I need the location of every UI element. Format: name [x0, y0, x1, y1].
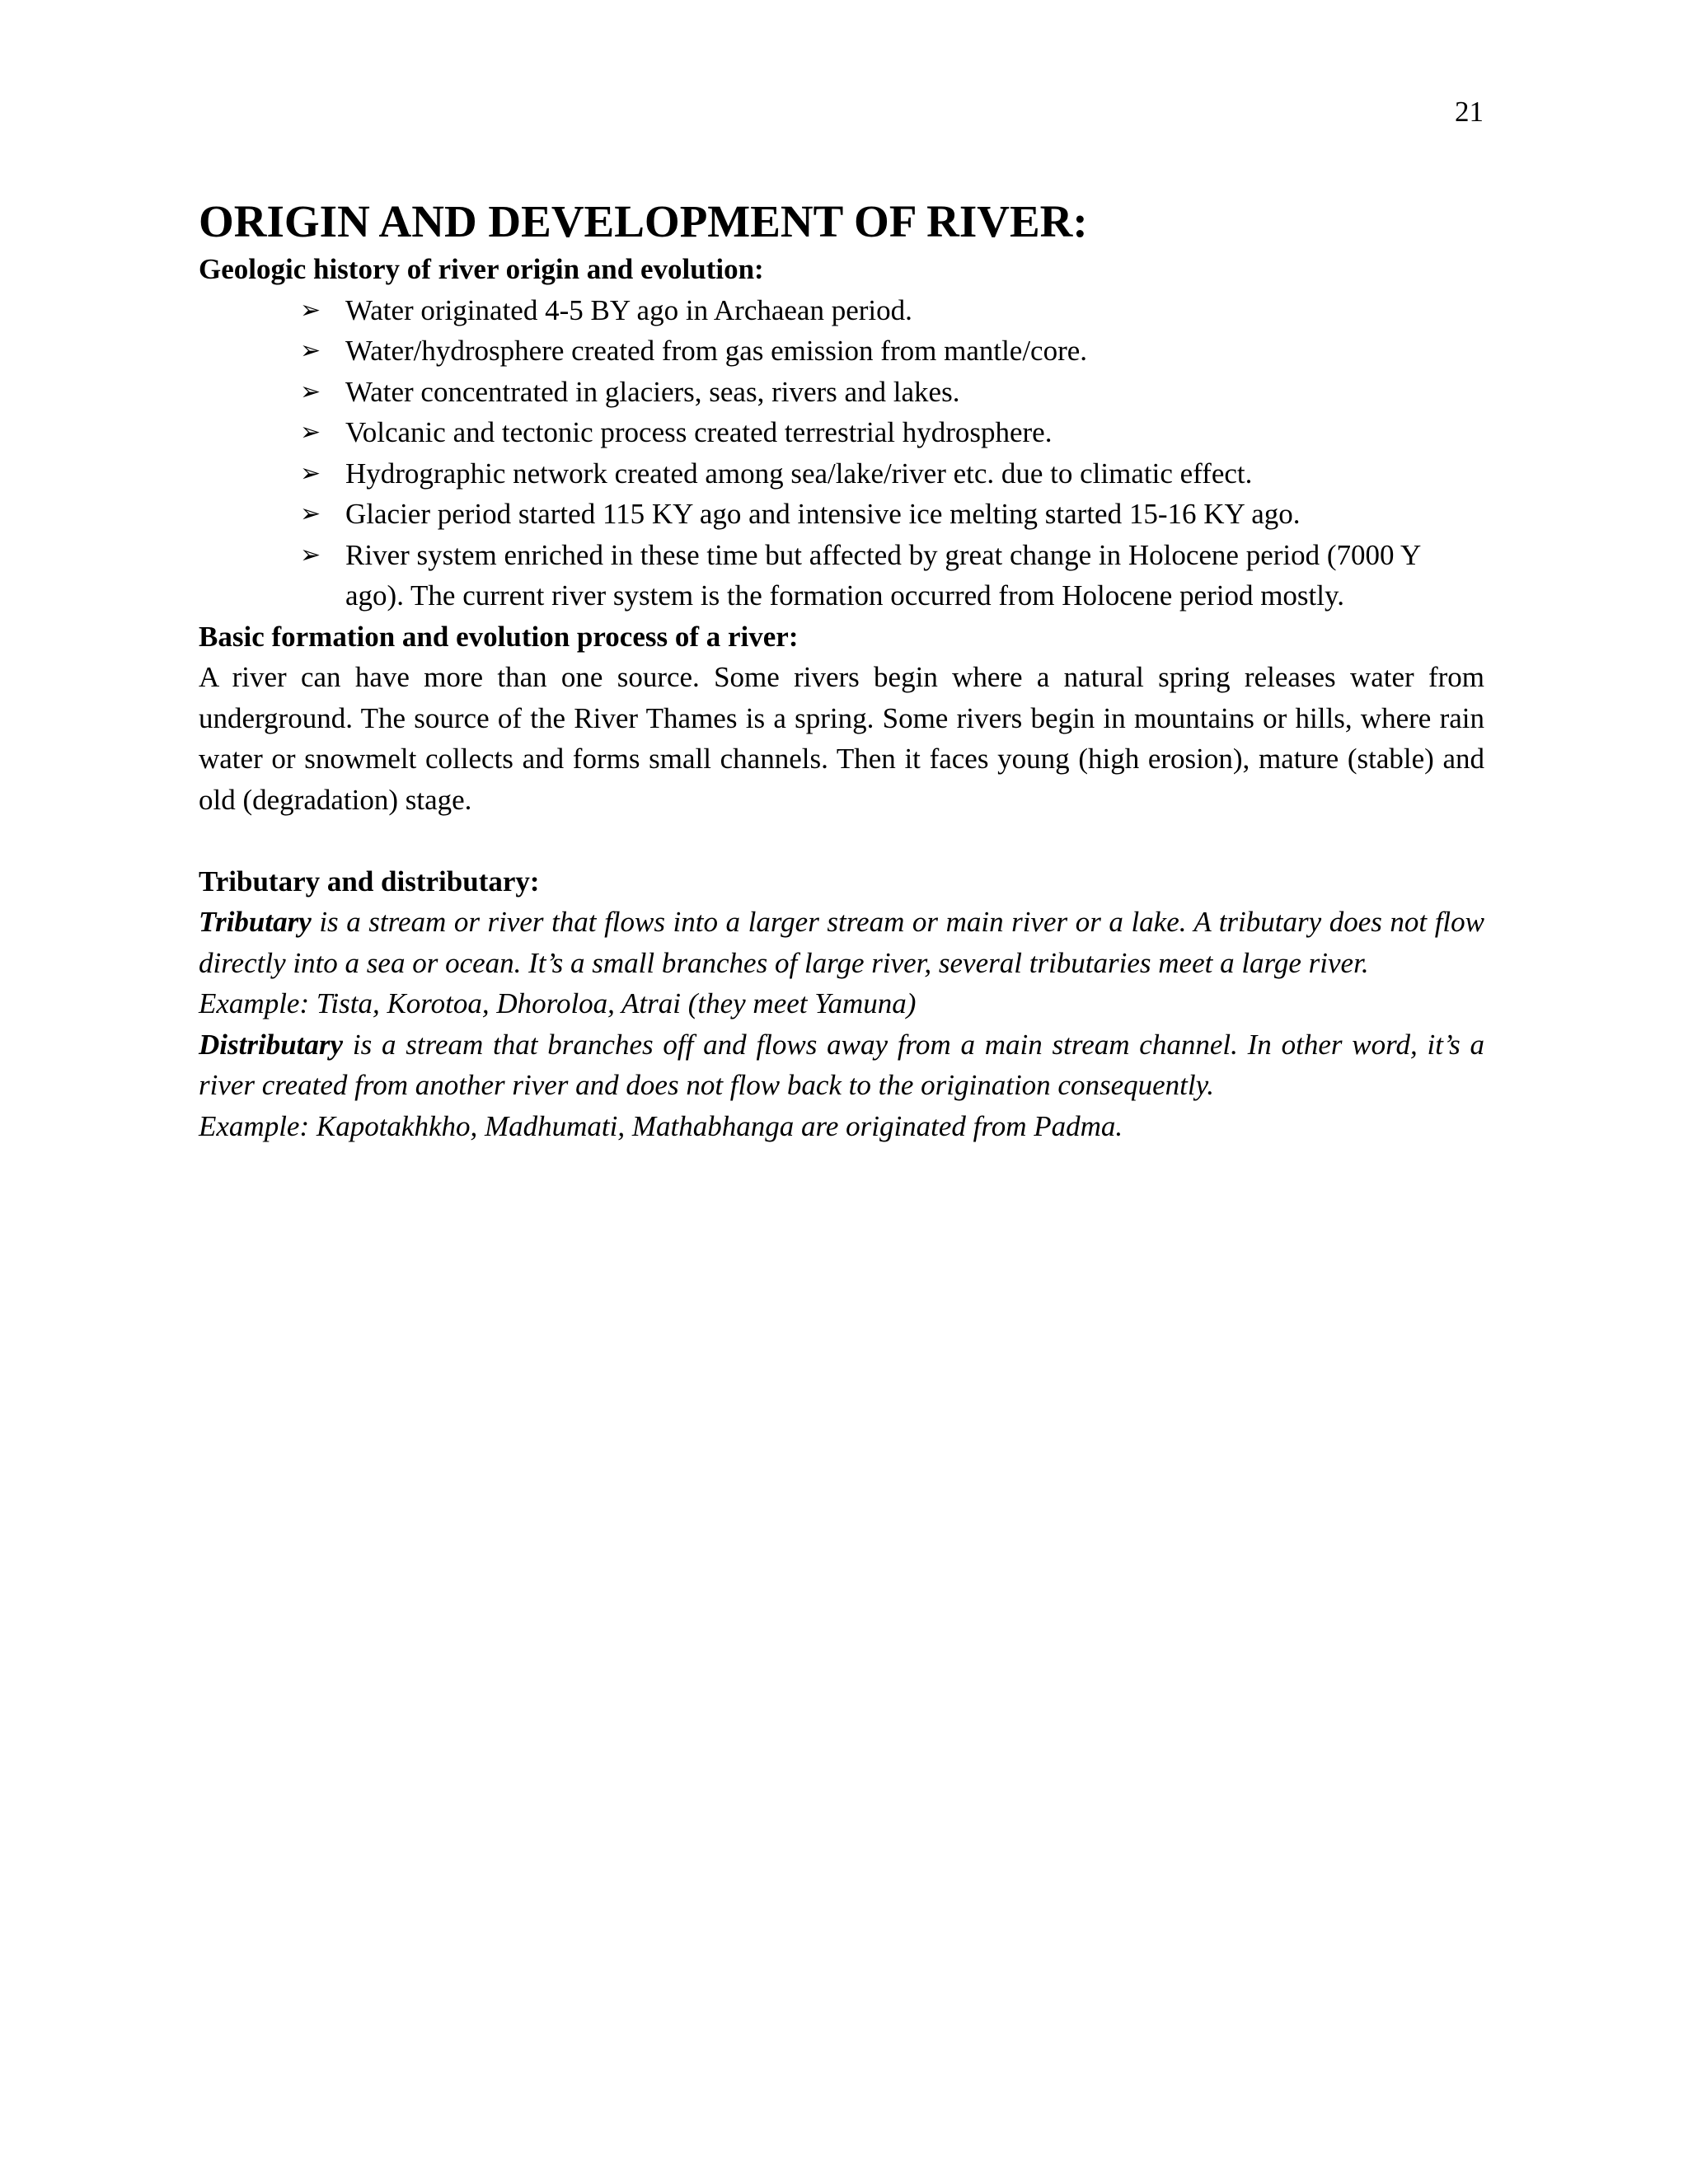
tributary-term: Tributary — [199, 906, 312, 938]
list-item-text: Water/hydrosphere created from gas emission from mantle/core. — [345, 335, 1088, 367]
page-title: ORIGIN AND DEVELOPMENT OF RIVER: — [199, 196, 1088, 246]
formation-paragraph: A river can have more than one source. Some rivers begin where a natural spring releases water from underground. The source of the River Thames is a spring. Some rivers begin in mountains or hills, where rain water or snowmelt collects and forms small channels. Then it faces young (high erosion), mature (stable) and old (degradation) stage. — [199, 661, 1484, 816]
list-item — [300, 412, 1484, 453]
arrowhead-bullet-icon: ➢ — [300, 377, 321, 406]
list-item — [300, 453, 1484, 494]
list-item-text: Water concentrated in glaciers, seas, rivers and lakes. — [345, 375, 960, 408]
arrowhead-bullet-icon: ➢ — [300, 295, 321, 325]
arrowhead-bullet-icon: ➢ — [300, 418, 321, 447]
list-item — [300, 494, 1484, 535]
geologic-history-list — [199, 290, 1484, 616]
distributary-term: Distributary — [199, 1028, 344, 1061]
list-item — [300, 535, 1484, 616]
list-item-text: Glacier period started 115 KY ago and intensive ice melting started 15-16 KY ago. — [345, 498, 1301, 530]
list-item — [300, 330, 1484, 372]
section-heading-formation-process: Basic formation and evolution process of a river: — [199, 620, 799, 653]
distributary-text: is a stream that branches off and flows away from a main stream channel. In other word, it’s a river created from another river and does not flow back to the origination consequently. — [199, 1028, 1484, 1101]
paragraph-spacer — [199, 820, 1484, 861]
tributary-text: is a stream or river that flows into a larger stream or main river or a lake. A tributary does not flow directly into a sea or ocean. It’s a small branches of large river, several tributaries meet a large river. — [199, 906, 1484, 979]
page-number: 21 — [1455, 96, 1484, 128]
list-item-text: Hydrographic network created among sea/lake/river etc. due to climatic effect. — [345, 457, 1253, 490]
page-content — [199, 194, 1484, 1146]
distributary-definition — [199, 1024, 1484, 1106]
arrowhead-bullet-icon: ➢ — [300, 458, 321, 488]
tributary-definition — [199, 902, 1484, 983]
arrowhead-bullet-icon: ➢ — [300, 540, 321, 569]
list-item-text: Volcanic and tectonic process created terrestrial hydrosphere. — [345, 416, 1053, 448]
section-heading-tributary: Tributary and distributary: — [199, 865, 540, 898]
list-item-text: River system enriched in these time but affected by great change in Holocene period (7000 Y ago). The current river system is the formation occurred from Holocene period mostly. — [345, 538, 1420, 612]
list-item — [300, 372, 1484, 413]
arrowhead-bullet-icon: ➢ — [300, 499, 321, 528]
section-heading-geologic-history: Geologic history of river origin and evolution: — [199, 253, 764, 285]
arrowhead-bullet-icon: ➢ — [300, 336, 321, 365]
distributary-example: Example: Kapotakhkho, Madhumati, Mathabhanga are originated from Padma. — [199, 1109, 1123, 1142]
list-item-text: Water originated 4-5 BY ago in Archaean period. — [345, 293, 912, 326]
list-item — [300, 290, 1484, 331]
tributary-example: Example: Tista, Korotoa, Dhoroloa, Atrai (they meet Yamuna) — [199, 987, 917, 1019]
